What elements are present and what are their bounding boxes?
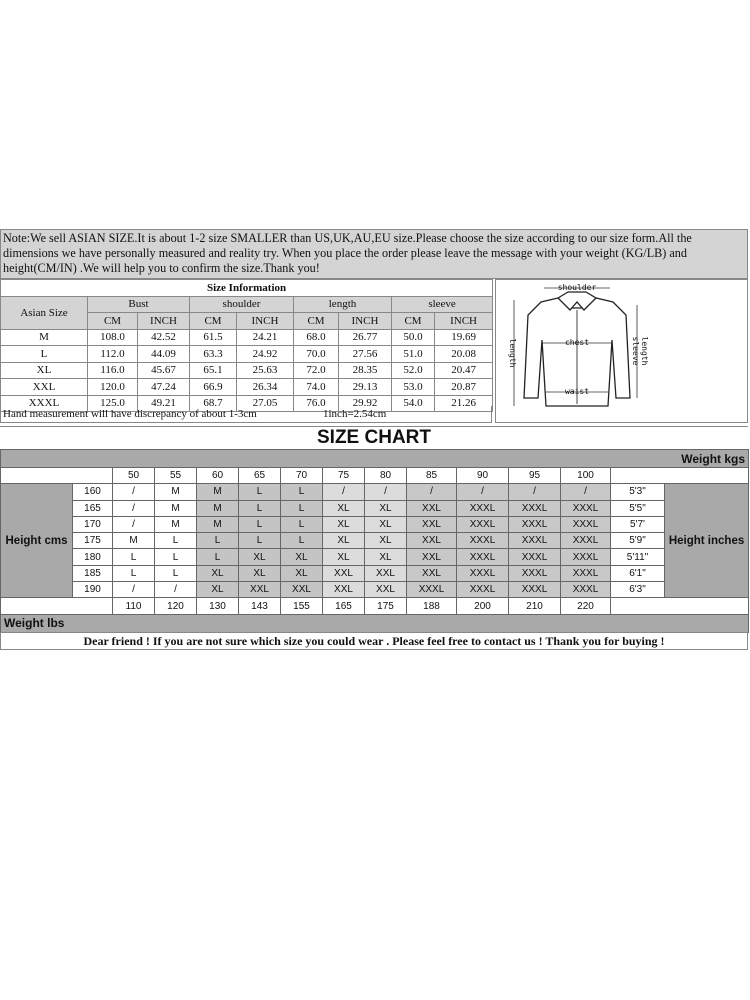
unit-inch: INCH — [339, 313, 392, 330]
recommended-size: XXL — [323, 565, 365, 581]
weight-lb-value: 120 — [155, 598, 197, 614]
recommended-size: XL — [323, 516, 365, 532]
measurement-value: 47.24 — [138, 379, 190, 396]
measurement-value: 42.52 — [138, 329, 190, 346]
recommended-size: L — [239, 500, 281, 516]
recommended-size: XXL — [407, 516, 457, 532]
height-inch-value: 5'5" — [611, 500, 665, 516]
measurement-value: 21.26 — [435, 395, 493, 412]
recommended-size: XL — [365, 549, 407, 565]
height-row — [1, 500, 749, 516]
asian-size-header: Asian Size — [1, 296, 88, 329]
recommended-size: XXL — [407, 533, 457, 549]
weight-lb-value: 188 — [407, 598, 457, 614]
height-row — [1, 484, 749, 500]
recommended-size: XXXL — [561, 549, 611, 565]
recommended-size: XXXL — [457, 500, 509, 516]
size-label: M — [1, 329, 88, 346]
recommended-size: XL — [239, 549, 281, 565]
measurement-value: 49.21 — [138, 395, 190, 412]
size-information-table — [0, 279, 493, 412]
recommended-size: / — [155, 582, 197, 598]
length-header: length — [294, 296, 392, 313]
recommended-size: M — [113, 533, 155, 549]
measurement-value: 20.08 — [435, 346, 493, 363]
weight-lbs-band: Weight lbs — [1, 614, 749, 632]
recommended-size: XL — [323, 533, 365, 549]
recommended-size: L — [113, 565, 155, 581]
recommended-size: XXXL — [561, 565, 611, 581]
size-row — [1, 362, 493, 379]
measurement-value: 116.0 — [88, 362, 138, 379]
shoulder-label: shoulder — [557, 283, 597, 292]
measurement-value: 68.0 — [294, 329, 339, 346]
recommended-size: / — [113, 500, 155, 516]
recommended-size: XXL — [407, 500, 457, 516]
height-cms-label: Height cms — [1, 484, 73, 598]
recommended-size: L — [281, 516, 323, 532]
height-cm-value: 190 — [73, 582, 113, 598]
recommended-size: XXXL — [457, 582, 509, 598]
measurement-value: 61.5 — [190, 329, 237, 346]
size-row — [1, 329, 493, 346]
recommended-size: L — [113, 549, 155, 565]
measurement-value: 65.1 — [190, 362, 237, 379]
weight-lb-value: 155 — [281, 598, 323, 614]
recommended-size: M — [155, 500, 197, 516]
recommended-size: XXXL — [561, 516, 611, 532]
recommended-size: XXL — [239, 582, 281, 598]
unit-cm: CM — [190, 313, 237, 330]
unit-inch: INCH — [435, 313, 493, 330]
weight-kgs-band: Weight kgs — [1, 450, 749, 468]
size-label: XXL — [1, 379, 88, 396]
corner-cell — [611, 468, 749, 484]
recommended-size: L — [281, 484, 323, 500]
measurement-value: 76.0 — [294, 395, 339, 412]
measurement-value: 24.92 — [237, 346, 294, 363]
weight-kg-value: 95 — [509, 468, 561, 484]
height-inch-value: 6'3" — [611, 582, 665, 598]
size-note: Note:We sell ASIAN SIZE.It is about 1-2 size SMALLER than US,UK,AU,EU size.Please choose the size according to our size form.All the dimensions we have personally measured and reality try. When you place the order please leave the message with your weight (KG/LB) and height(CM/IN) .We will help you to confirm the size.Thank you! — [0, 229, 748, 279]
recommended-size: / — [561, 484, 611, 500]
measurement-value: 44.09 — [138, 346, 190, 363]
recommended-size: L — [239, 533, 281, 549]
recommended-size: XL — [197, 565, 239, 581]
measurement-value: 26.34 — [237, 379, 294, 396]
recommended-size: / — [509, 484, 561, 500]
recommended-size: / — [407, 484, 457, 500]
measurement-value: 52.0 — [392, 362, 435, 379]
recommended-size: L — [239, 484, 281, 500]
recommended-size: XXXL — [561, 582, 611, 598]
sleeve-header: sleeve — [392, 296, 493, 313]
weight-kg-value: 80 — [365, 468, 407, 484]
size-label: L — [1, 346, 88, 363]
measurement-value: 51.0 — [392, 346, 435, 363]
bust-header: Bust — [88, 296, 190, 313]
recommended-size: XL — [239, 565, 281, 581]
weight-lb-value: 165 — [323, 598, 365, 614]
recommended-size: M — [197, 516, 239, 532]
inch-conversion-note: 1inch=2.54cm — [323, 408, 387, 420]
chest-label: chest — [564, 338, 590, 347]
footer-message: Dear friend ! If you are not sure which size you could wear . Please feel free to contact us ! Thank you for buying ! — [0, 632, 748, 650]
recommended-size: M — [197, 500, 239, 516]
recommended-size: M — [155, 484, 197, 500]
recommended-size: L — [155, 565, 197, 581]
recommended-size: XL — [323, 500, 365, 516]
recommended-size: L — [155, 533, 197, 549]
measurement-value: 24.21 — [237, 329, 294, 346]
recommended-size: XXL — [365, 565, 407, 581]
recommended-size: M — [155, 516, 197, 532]
weight-lb-value: 143 — [239, 598, 281, 614]
recommended-size: XXXL — [407, 582, 457, 598]
length-label: length — [508, 338, 517, 368]
recommended-size: XXXL — [509, 533, 561, 549]
weight-kgs-row — [1, 468, 749, 484]
unit-cm: CM — [392, 313, 435, 330]
measurement-value: 70.0 — [294, 346, 339, 363]
corner-cell — [1, 598, 113, 614]
unit-inch: INCH — [138, 313, 190, 330]
recommended-size: XXXL — [509, 516, 561, 532]
height-inch-value: 5'9" — [611, 533, 665, 549]
height-row — [1, 582, 749, 598]
measurement-value: 29.13 — [339, 379, 392, 396]
shirt-measurement-illustration — [496, 280, 747, 422]
measurement-value: 45.67 — [138, 362, 190, 379]
waist-label: waist — [564, 387, 590, 396]
recommended-size: L — [155, 549, 197, 565]
recommended-size: XXL — [407, 549, 457, 565]
shoulder-header: shoulder — [190, 296, 294, 313]
size-label: XXXL — [1, 395, 88, 412]
recommended-size: XXXL — [509, 500, 561, 516]
weight-lb-value: 210 — [509, 598, 561, 614]
sleeve-label: sleeve — [631, 336, 640, 366]
sleeve-length-label: length — [640, 336, 649, 366]
recommended-size: XXL — [365, 582, 407, 598]
height-inch-value: 5'7' — [611, 516, 665, 532]
size-information-rows — [1, 329, 493, 412]
weight-lb-value: 110 — [113, 598, 155, 614]
recommended-size: L — [239, 516, 281, 532]
recommended-size: XXL — [323, 582, 365, 598]
height-row — [1, 565, 749, 581]
measurement-value: 25.63 — [237, 362, 294, 379]
weight-kg-value: 55 — [155, 468, 197, 484]
measurement-value: 54.0 — [392, 395, 435, 412]
recommended-size: XL — [197, 582, 239, 598]
recommended-size: XXXL — [509, 582, 561, 598]
weight-lb-value: 130 — [197, 598, 239, 614]
height-cm-value: 160 — [73, 484, 113, 500]
height-cm-value: 180 — [73, 549, 113, 565]
measurement-value: 27.56 — [339, 346, 392, 363]
size-label: XL — [1, 362, 88, 379]
measurement-value: 29.92 — [339, 395, 392, 412]
height-inches-label: Height inches — [665, 484, 749, 598]
weight-lbs-row — [1, 598, 749, 614]
unit-cm: CM — [294, 313, 339, 330]
recommended-size: / — [113, 582, 155, 598]
recommended-size: / — [113, 484, 155, 500]
corner-cell — [611, 598, 749, 614]
recommended-size: XXXL — [509, 549, 561, 565]
measurement-value: 72.0 — [294, 362, 339, 379]
height-cm-value: 175 — [73, 533, 113, 549]
recommended-size: / — [323, 484, 365, 500]
size-information-title: Size Information — [1, 280, 493, 297]
height-inch-value: 5'3" — [611, 484, 665, 500]
recommended-size: M — [197, 484, 239, 500]
corner-cell — [1, 468, 113, 484]
weight-lb-value: 200 — [457, 598, 509, 614]
measurement-value: 28.35 — [339, 362, 392, 379]
unit-inch: INCH — [237, 313, 294, 330]
measurement-value: 26.77 — [339, 329, 392, 346]
recommended-size: XL — [365, 516, 407, 532]
weight-kg-value: 85 — [407, 468, 457, 484]
recommended-size: XXXL — [457, 516, 509, 532]
height-cm-value: 165 — [73, 500, 113, 516]
recommended-size: L — [197, 549, 239, 565]
weight-kg-value: 65 — [239, 468, 281, 484]
recommended-size: XL — [365, 533, 407, 549]
height-cm-value: 170 — [73, 516, 113, 532]
weight-kg-value: 50 — [113, 468, 155, 484]
measurement-value: 74.0 — [294, 379, 339, 396]
measurement-value: 125.0 — [88, 395, 138, 412]
recommended-size: / — [457, 484, 509, 500]
shirt-diagram — [495, 279, 748, 423]
recommended-size: XXXL — [457, 565, 509, 581]
height-inch-value: 6'1" — [611, 565, 665, 581]
weight-kg-value: 90 — [457, 468, 509, 484]
weight-kg-value: 75 — [323, 468, 365, 484]
measurement-value: 112.0 — [88, 346, 138, 363]
recommended-size: / — [113, 516, 155, 532]
recommended-size: / — [365, 484, 407, 500]
measurement-value: 50.0 — [392, 329, 435, 346]
recommended-size: L — [281, 500, 323, 516]
size-chart-title: SIZE CHART — [0, 426, 748, 449]
measurement-value: 66.9 — [190, 379, 237, 396]
recommended-size: L — [197, 533, 239, 549]
height-row — [1, 549, 749, 565]
size-chart-table — [0, 449, 749, 633]
weight-kg-value: 100 — [561, 468, 611, 484]
measurement-value: 53.0 — [392, 379, 435, 396]
recommended-size: XXXL — [457, 549, 509, 565]
measurement-value: 120.0 — [88, 379, 138, 396]
size-row — [1, 346, 493, 363]
measurement-value: 20.47 — [435, 362, 493, 379]
size-chart-rows — [1, 484, 749, 598]
measurement-note — [0, 406, 492, 423]
measurement-value: 68.7 — [190, 395, 237, 412]
recommended-size: XL — [281, 549, 323, 565]
height-inch-value: 5'11" — [611, 549, 665, 565]
measurement-value: 19.69 — [435, 329, 493, 346]
weight-kg-value: 70 — [281, 468, 323, 484]
recommended-size: XL — [365, 500, 407, 516]
measurement-value: 27.05 — [237, 395, 294, 412]
weight-lb-value: 175 — [365, 598, 407, 614]
recommended-size: XXL — [407, 565, 457, 581]
height-row — [1, 516, 749, 532]
size-row — [1, 379, 493, 396]
recommended-size: XXXL — [561, 533, 611, 549]
hand-measurement-note: Hand measurement will have discrepancy of about 1-3cm — [3, 408, 257, 420]
weight-kg-value: 60 — [197, 468, 239, 484]
recommended-size: XL — [323, 549, 365, 565]
recommended-size: L — [281, 533, 323, 549]
recommended-size: XXXL — [509, 565, 561, 581]
weight-lb-value: 220 — [561, 598, 611, 614]
measurement-value: 63.3 — [190, 346, 237, 363]
recommended-size: XXXL — [457, 533, 509, 549]
unit-cm: CM — [88, 313, 138, 330]
measurement-value: 20.87 — [435, 379, 493, 396]
height-row — [1, 533, 749, 549]
height-cm-value: 185 — [73, 565, 113, 581]
recommended-size: XXXL — [561, 500, 611, 516]
recommended-size: XL — [281, 565, 323, 581]
recommended-size: XXL — [281, 582, 323, 598]
measurement-value: 108.0 — [88, 329, 138, 346]
